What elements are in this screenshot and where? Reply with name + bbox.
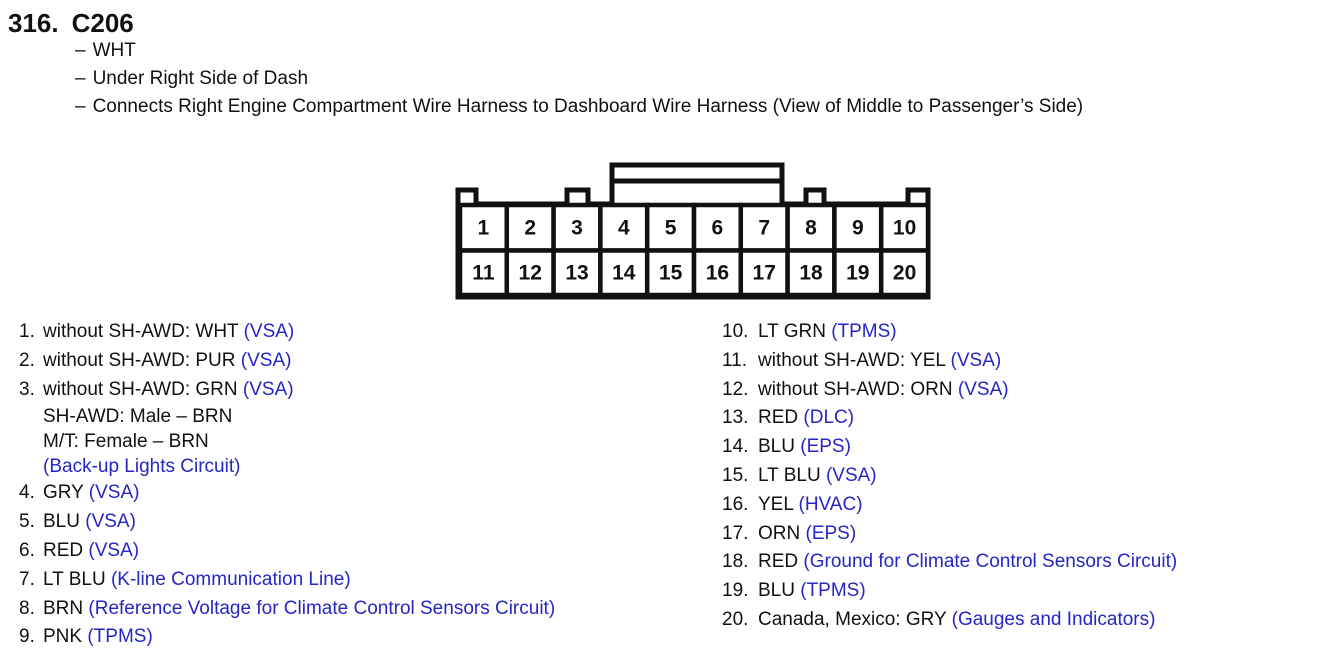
pin-number: 11.: [722, 349, 748, 371]
pin-cell-number: 18: [799, 261, 823, 285]
pin-item: [19, 595, 555, 624]
pin-cell-number: 7: [758, 216, 771, 240]
pin-number: 17.: [722, 522, 749, 544]
pin-description-line: [758, 462, 877, 491]
pin-number: 13.: [722, 407, 749, 429]
pin-description: [758, 491, 863, 520]
connector-title: [8, 10, 134, 36]
pin-wire-color: RED: [43, 539, 89, 561]
pin-system-ref: (Ground for Climate Control Sensors Circuit): [803, 551, 1178, 573]
pin-system-ref: (VSA): [957, 378, 1009, 400]
pin-wire-color: GRY: [43, 482, 89, 504]
pin-cell-number: 14: [612, 261, 636, 285]
pin-description-line: [758, 404, 854, 433]
pin-item: [722, 347, 1177, 376]
pin-description-line: [758, 520, 856, 549]
pin-wire-color: Canada, Mexico: GRY: [758, 608, 952, 630]
pin-description-line: [43, 537, 139, 566]
pin-cell-number: 17: [752, 261, 776, 285]
pin-item: [19, 623, 555, 652]
pin-number: 12.: [722, 378, 749, 400]
detail-line: [75, 93, 1083, 121]
pin-item: [19, 318, 555, 347]
pin-number: 1.: [19, 321, 35, 342]
pin-description: [43, 347, 291, 376]
pin-description-line: [43, 429, 294, 454]
pin-item: [722, 462, 1177, 491]
pin-description-line: [43, 479, 139, 508]
pin-wire-color: LT GRN: [758, 321, 832, 342]
pin-description: [758, 376, 1009, 405]
pin-wire-color: YEL: [758, 493, 799, 515]
pin-description-line: [43, 623, 153, 652]
pin-description: [43, 566, 351, 595]
pin-system-ref: (TPMS): [87, 626, 153, 648]
pin-description-line: [758, 318, 897, 347]
pin-number: 3.: [19, 378, 35, 400]
pin-cell-number: 8: [805, 216, 817, 240]
detail-line: [75, 37, 1083, 65]
pin-wire-color: BRN: [43, 597, 89, 619]
pin-cell-number: 16: [705, 261, 730, 285]
connector-code: C206: [71, 8, 134, 38]
detail-dash: –: [75, 40, 86, 61]
detail-text: Under Right Side of Dash: [92, 68, 309, 89]
pin-item: [722, 548, 1177, 577]
pin-system-ref: (VSA): [825, 464, 877, 486]
pin-wire-color: LT BLU: [758, 464, 826, 486]
pin-item: [19, 479, 555, 508]
pin-item: [722, 376, 1177, 405]
pin-list-right: [722, 318, 1177, 635]
pin-number: 20.: [722, 608, 749, 630]
pin-description-line: [43, 404, 294, 429]
pin-item: [19, 347, 555, 376]
pin-description-line: [43, 454, 294, 479]
pin-description-line: [43, 318, 294, 347]
pin-number: 14.: [722, 436, 749, 458]
pin-description-line: [43, 376, 294, 405]
pin-number: 7.: [19, 568, 35, 590]
pin-wire-color: RED: [758, 551, 804, 573]
pin-cell-number: 19: [846, 261, 870, 285]
pin-system-ref: (Reference Voltage for Climate Control Sensors Circuit): [88, 597, 556, 619]
pin-cell-number: 3: [571, 216, 583, 240]
pin-cell-number: 5: [664, 216, 677, 240]
detail-text: Connects Right Engine Compartment Wire Harness to Dashboard Wire Harness (View of Middle to Passenger’s Side): [92, 96, 1084, 117]
pin-item: [19, 537, 555, 566]
pin-cell-number: 6: [711, 216, 724, 240]
pin-description: [43, 318, 294, 347]
pin-description: [758, 462, 877, 491]
pin-system-ref: (EPS): [805, 522, 857, 544]
pin-description-line: [758, 548, 1177, 577]
pin-grid: [460, 205, 928, 295]
connector-diagram: [450, 155, 940, 305]
pin-number: 2.: [19, 349, 35, 371]
pin-description: [758, 577, 866, 606]
pin-cell-number: 20: [892, 261, 917, 285]
pin-wire-color: SH-AWD: Male – BRN: [43, 406, 233, 428]
pin-description: [758, 347, 1001, 376]
pin-wire-color: without SH-AWD: YEL: [758, 349, 951, 371]
pin-description: [758, 433, 851, 462]
pin-wire-color: BLU: [758, 580, 801, 602]
pin-system-ref: (DLC): [803, 407, 855, 429]
pin-cell-number: 15: [658, 261, 683, 285]
pin-cell-number: 12: [518, 261, 542, 285]
pin-item: [722, 318, 1177, 347]
pin-item: [19, 508, 555, 537]
pin-number: 8.: [19, 597, 35, 619]
pin-system-ref: (VSA): [88, 482, 140, 504]
pin-system-ref: (EPS): [800, 436, 851, 458]
pin-number: 19.: [722, 580, 749, 602]
detail-text: WHT: [92, 40, 136, 61]
pin-number: 18.: [722, 551, 749, 573]
pin-cell-number: 4: [617, 216, 630, 240]
pin-wire-color: without SH-AWD: PUR: [43, 349, 241, 371]
pin-wire-color: LT BLU: [43, 568, 111, 590]
pin-system-ref: (VSA): [85, 511, 136, 533]
pin-description: [43, 508, 136, 537]
pin-cell-number: 11: [472, 261, 495, 285]
pin-wire-color: M/T: Female – BRN: [43, 431, 209, 453]
pin-wire-color: BLU: [758, 436, 801, 458]
pin-number: 10.: [722, 321, 749, 342]
pin-description: [43, 479, 139, 508]
pin-description-line: [758, 376, 1009, 405]
pin-system-ref: (TPMS): [800, 580, 866, 602]
detail-line: [75, 65, 1083, 93]
pin-system-ref: (VSA): [240, 349, 292, 371]
pin-wire-color: RED: [758, 407, 804, 429]
pin-cell-number: 10: [892, 216, 917, 240]
pin-number: 15.: [722, 464, 749, 486]
pin-description: [758, 404, 854, 433]
connector-index: 316.: [8, 8, 59, 38]
pin-item: [19, 566, 555, 595]
pin-item: [722, 404, 1177, 433]
pin-description-line: [758, 491, 863, 520]
pin-system-ref: (VSA): [88, 539, 140, 561]
pin-number: 9.: [19, 626, 35, 648]
pin-description-line: [758, 433, 851, 462]
detail-dash: –: [75, 68, 86, 89]
pin-item: [722, 577, 1177, 606]
pin-description-line: [43, 566, 351, 595]
pin-number: 16.: [722, 493, 749, 515]
pin-description-line: [758, 347, 1001, 376]
pin-description: [758, 548, 1177, 577]
pin-item: [722, 606, 1177, 635]
pin-description-line: [43, 508, 136, 537]
pin-wire-color: without SH-AWD: ORN: [758, 378, 958, 400]
pin-system-ref: (HVAC): [798, 493, 863, 515]
pin-system-ref: (VSA): [242, 378, 294, 400]
pin-number: 6.: [19, 539, 35, 561]
pin-description: [43, 623, 153, 652]
detail-dash: –: [75, 96, 86, 117]
pin-system-ref: (TPMS): [831, 321, 897, 342]
pin-cell-number: 9: [851, 216, 864, 240]
pin-description-line: [758, 606, 1155, 635]
pin-item: [722, 520, 1177, 549]
pin-description: [43, 537, 139, 566]
pin-description: [43, 376, 294, 480]
pin-wire-color: ORN: [758, 522, 806, 544]
pin-description-line: [43, 595, 555, 624]
pin-system-ref: (Back-up Lights Circuit): [43, 456, 241, 478]
connector-details: [75, 37, 1083, 121]
pin-wire-color: without SH-AWD: WHT: [43, 321, 244, 342]
pin-description: [758, 318, 897, 347]
pin-description-line: [43, 347, 291, 376]
pin-description: [43, 595, 555, 624]
pin-cell-number: 1: [477, 216, 490, 240]
pin-description-line: [758, 577, 866, 606]
pin-cell-number: 2: [524, 216, 537, 240]
pin-wire-color: without SH-AWD: GRN: [43, 378, 243, 400]
pin-system-ref: (K-line Communication Line): [110, 568, 351, 590]
pin-item: [722, 433, 1177, 462]
pin-system-ref: (Gauges and Indicators): [951, 608, 1156, 630]
pin-system-ref: (VSA): [950, 349, 1002, 371]
pin-item: [722, 491, 1177, 520]
pin-wire-color: BLU: [43, 511, 86, 533]
pin-description: [758, 606, 1155, 635]
pin-wire-color: PNK: [43, 626, 88, 648]
pin-system-ref: (VSA): [243, 321, 295, 342]
pin-list-left: [19, 318, 555, 652]
pin-item: [19, 376, 555, 480]
pin-description: [758, 520, 856, 549]
pin-number: 5.: [19, 511, 35, 533]
pin-cell-number: 13: [565, 261, 589, 285]
pin-number: 4.: [19, 482, 35, 504]
